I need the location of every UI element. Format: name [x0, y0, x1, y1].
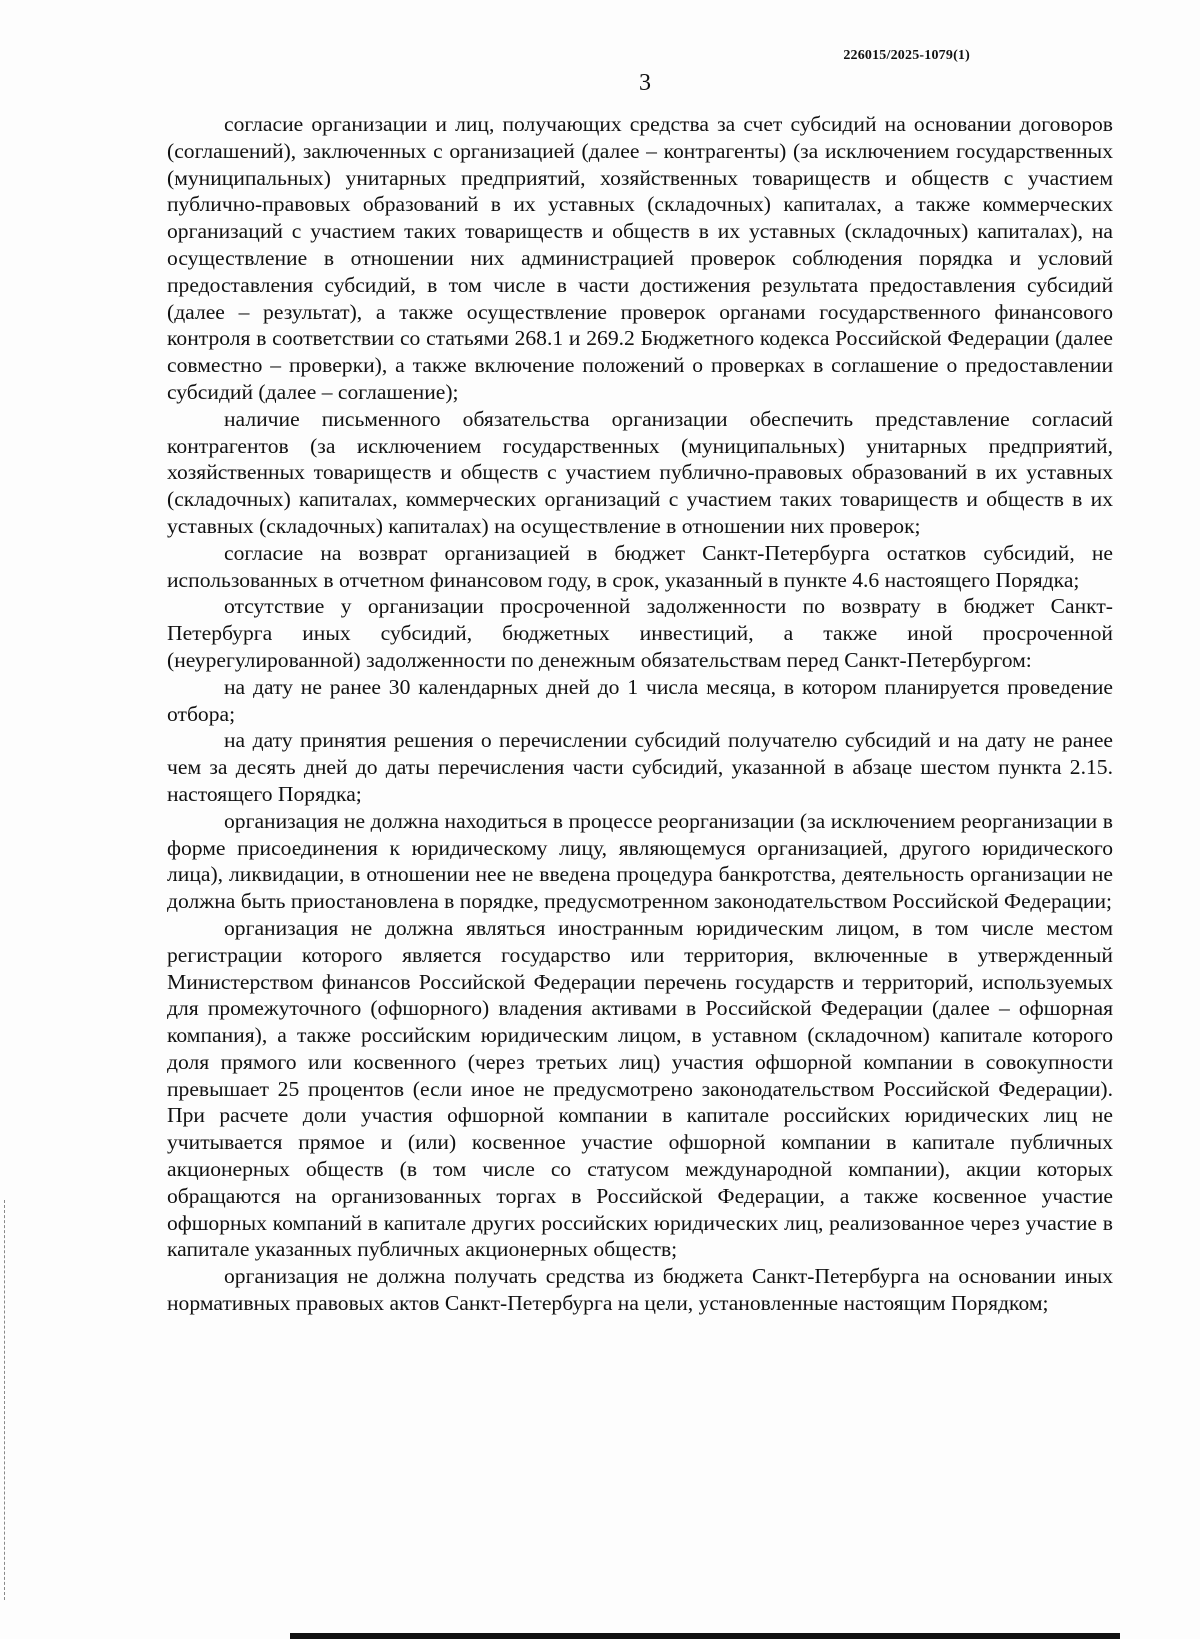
page-number: 3 — [639, 70, 651, 96]
paragraph-date-before-selection: на дату не ранее 30 календарных дней до 1 числа месяца, в котором планируется проведение отбора; — [167, 674, 1113, 726]
paragraph-not-foreign-entity: организация не должна являться иностранным юридическим лицом, в том числе местом регистрации которого является государство или территория, включенные в утвержденный Министерством финансов Российской Федерации перечень государств и территорий, используемых для промежуточного (офшорного) владения активами в Российской Федерации (далее – офшорная компания), а также российским юридическим лицом, в уставном (складочном) капитале которого доля прямого или косвенного (через третьих лиц) участия офшорной компании в совокупности превышает 25 процентов (если иное не предусмотрено законодательством Российской Федерации). При расчете доли участия офшорной компании в капитале российских юридических лиц не учитывается прямое и (или) косвенное участие офшорной компании в капитале публичных акционерных обществ (в том числе со статусом международной компании), акции которых обращаются на организованных торгах в Российской Федерации, а также косвенное участие офшорных компаний в капитале других российских юридических лиц, реализованное через участие в капитале указанных публичных акционерных обществ; — [167, 915, 1113, 1262]
scan-bottom-border — [290, 1633, 1120, 1639]
paragraph-written-obligation: наличие письменного обязательства организации обеспечить представление согласий контрагентов (за исключением государственных (муниципальных) унитарных предприятий, хозяйственных товариществ и обществ с участием публично-правовых образований в их уставных (складочных) капиталах, коммерческих организаций с участием таких товариществ и обществ в их уставных (складочных) капиталах) на осуществление в отношении них проверок; — [167, 406, 1113, 538]
paragraph-date-of-transfer-decision: на дату принятия решения о перечислении субсидий получателю субсидий и на дату не ранее чем за десять дней до даты перечисления части субсидий, указанной в абзаце шестом пункта 2.15. настоящего Порядка; — [167, 728, 1113, 806]
paragraph-no-overdue-debt: отсутствие у организации просроченной задолженности по возврату в бюджет Санкт-Петербурга иных субсидий, бюджетных инвестиций, а также иной просроченной (неурегулированной) задолженности по денежным обязательствам перед Санкт-Петербургом: — [167, 594, 1113, 672]
paragraph-no-reorganization: организация не должна находиться в процессе реорганизации (за исключением реорганизации в форме присоединения к юридическому лицу, являющемуся организацией, другого юридического лица), ликвидации, в отношении нее не введена процедура банкротства, деятельность организации не должна быть приостановлена в порядке, предусмотренном законодательством Российской Федерации; — [167, 808, 1113, 914]
paragraph-no-other-budget-funds: организация не должна получать средства из бюджета Санкт-Петербурга на основании иных нормативных правовых актов Санкт-Петербурга на цели, установленные настоящим Порядком; — [167, 1264, 1113, 1316]
document-registration-number: 226015/2025-1079(1) — [843, 48, 970, 63]
document-body — [167, 111, 1113, 1317]
paragraph-contractor-consent: согласие организации и лиц, получающих средства за счет субсидий на основании договоров (соглашений), заключенных с организацией (далее – контрагенты) (за исключением государственных (муниципальных) унитарных предприятий, хозяйственных товариществ и обществ с участием публично-правовых образований в их уставных (складочных) капиталах, а также коммерческих организаций с участием таких товариществ и обществ в их уставных (складочных) капиталах), на осуществление в отношении них администрацией проверок соблюдения порядка и условий предоставления субсидий, в том числе в части достижения результата предоставления субсидий (далее – результат), а также осуществление проверок органами государственного финансового контроля в соответствии со статьями 268.1 и 269.2 Бюджетного кодекса Российской Федерации (далее совместно – проверки), а также включение положений о проверках в соглашение о предоставлении субсидий (далее – соглашение); — [167, 112, 1113, 404]
scan-edge-mark — [4, 1200, 6, 1600]
paragraph-return-consent: согласие на возврат организацией в бюджет Санкт-Петербурга остатков субсидий, не использованных в отчетном финансовом году, в срок, указанный в пункте 4.6 настоящего Порядка; — [167, 540, 1113, 592]
